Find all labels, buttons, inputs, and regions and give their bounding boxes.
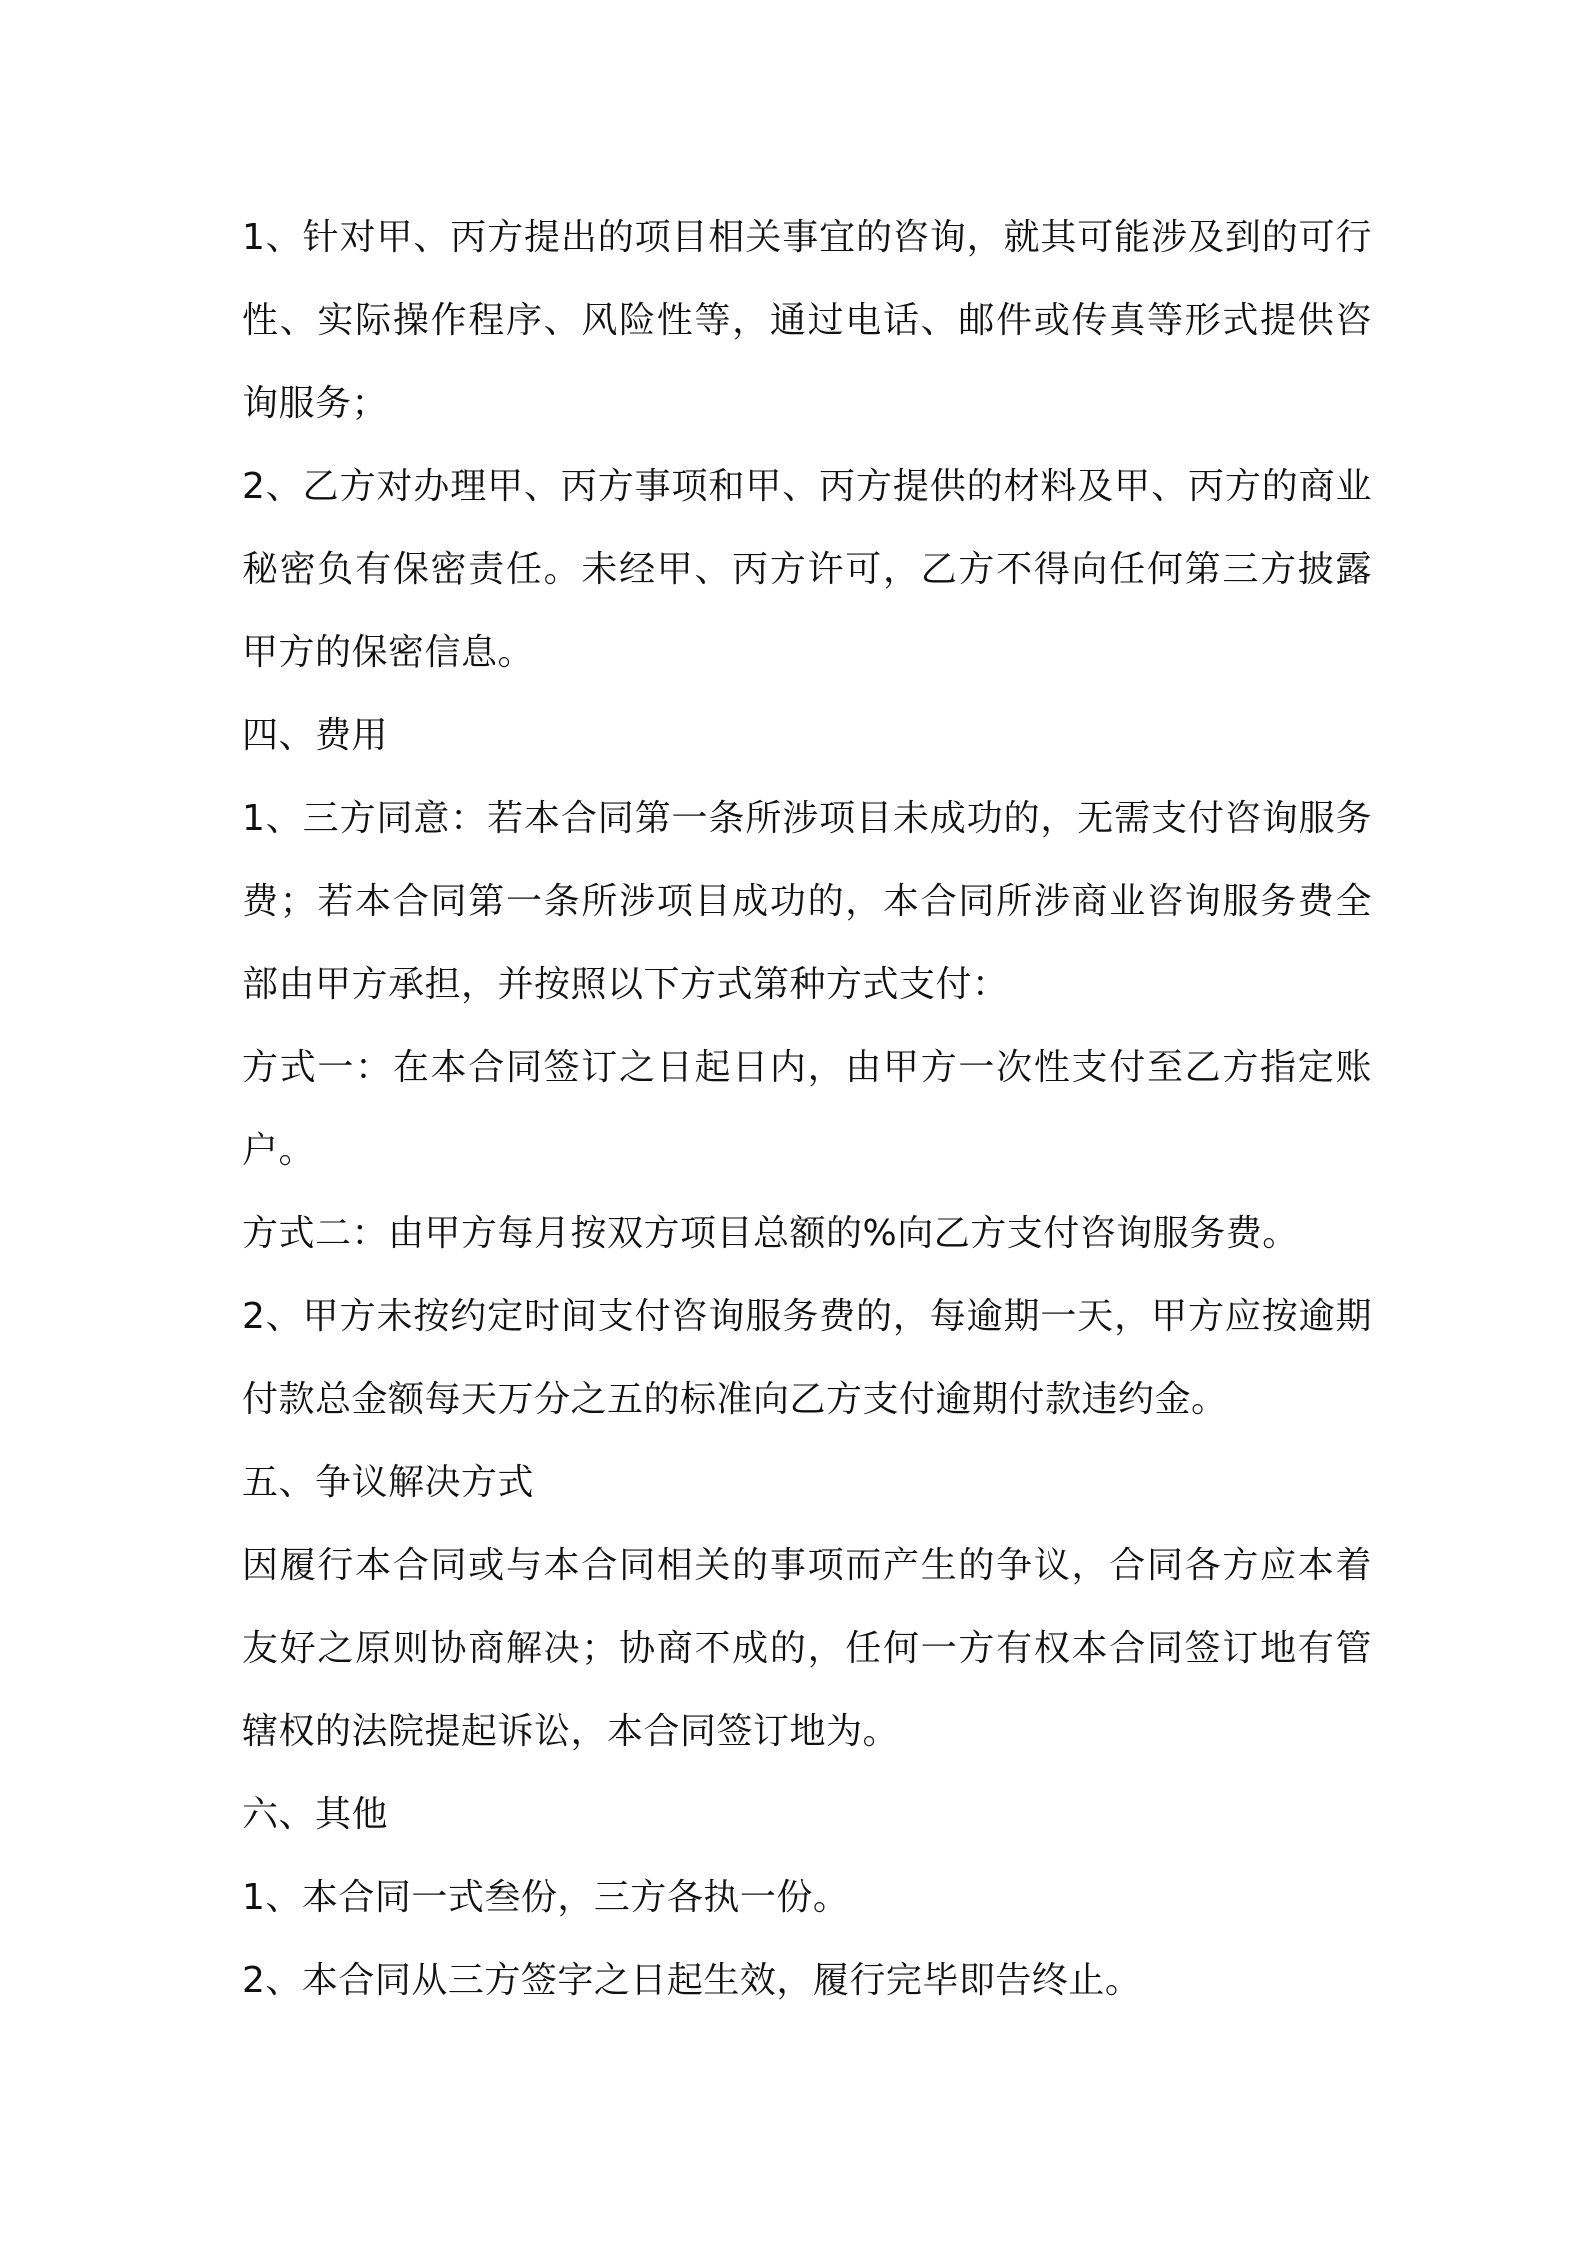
clause-copies: 1、本合同一式叁份，三方各执一份。 <box>242 1877 850 1918</box>
section-heading-other: 六、其他 <box>242 1794 389 1835</box>
payment-method-two: 方式二：由甲方每月按双方项目总额的%向乙方支付咨询服务费。 <box>242 1213 1299 1254</box>
clause-fee-agreement: 1、三方同意：若本合同第一条所涉项目未成功的，无需支付咨询服务费；若本合同第一条所涉项目成功的，本合同所涉商业咨询服务费全部由甲方承担，并按照以下方式第种方式支付： <box>242 798 1372 1005</box>
payment-method-one: 方式一：在本合同签订之日起日内，由甲方一次性支付至乙方指定账户。 <box>242 1047 1372 1171</box>
section-heading-dispute: 五、争议解决方式 <box>242 1462 535 1503</box>
clause-effective: 2、本合同从三方签字之日起生效，履行完毕即告终止。 <box>242 1960 1142 2001</box>
clause-confidentiality: 2、乙方对办理甲、丙方事项和甲、丙方提供的材料及甲、丙方的商业秘密负有保密责任。未经甲、丙方许可，乙方不得向任何第三方披露甲方的保密信息。 <box>242 466 1372 673</box>
clause-late-payment: 2、甲方未按约定时间支付咨询服务费的，每逾期一天，甲方应按逾期付款总金额每天万分之五的标准向乙方支付逾期付款违约金。 <box>242 1296 1372 1420</box>
document-body <box>242 196 1372 2022</box>
clause-dispute-resolution: 因履行本合同或与本合同相关的事项而产生的争议，合同各方应本着友好之原则协商解决；协商不成的，任何一方有权本合同签订地有管辖权的法院提起诉讼，本合同签订地为。 <box>242 1545 1372 1752</box>
clause-consulting-service: 1、针对甲、丙方提出的项目相关事宜的咨询，就其可能涉及到的可行性、实际操作程序、风险性等，通过电话、邮件或传真等形式提供咨询服务； <box>242 217 1372 424</box>
section-heading-fees: 四、费用 <box>242 715 389 756</box>
